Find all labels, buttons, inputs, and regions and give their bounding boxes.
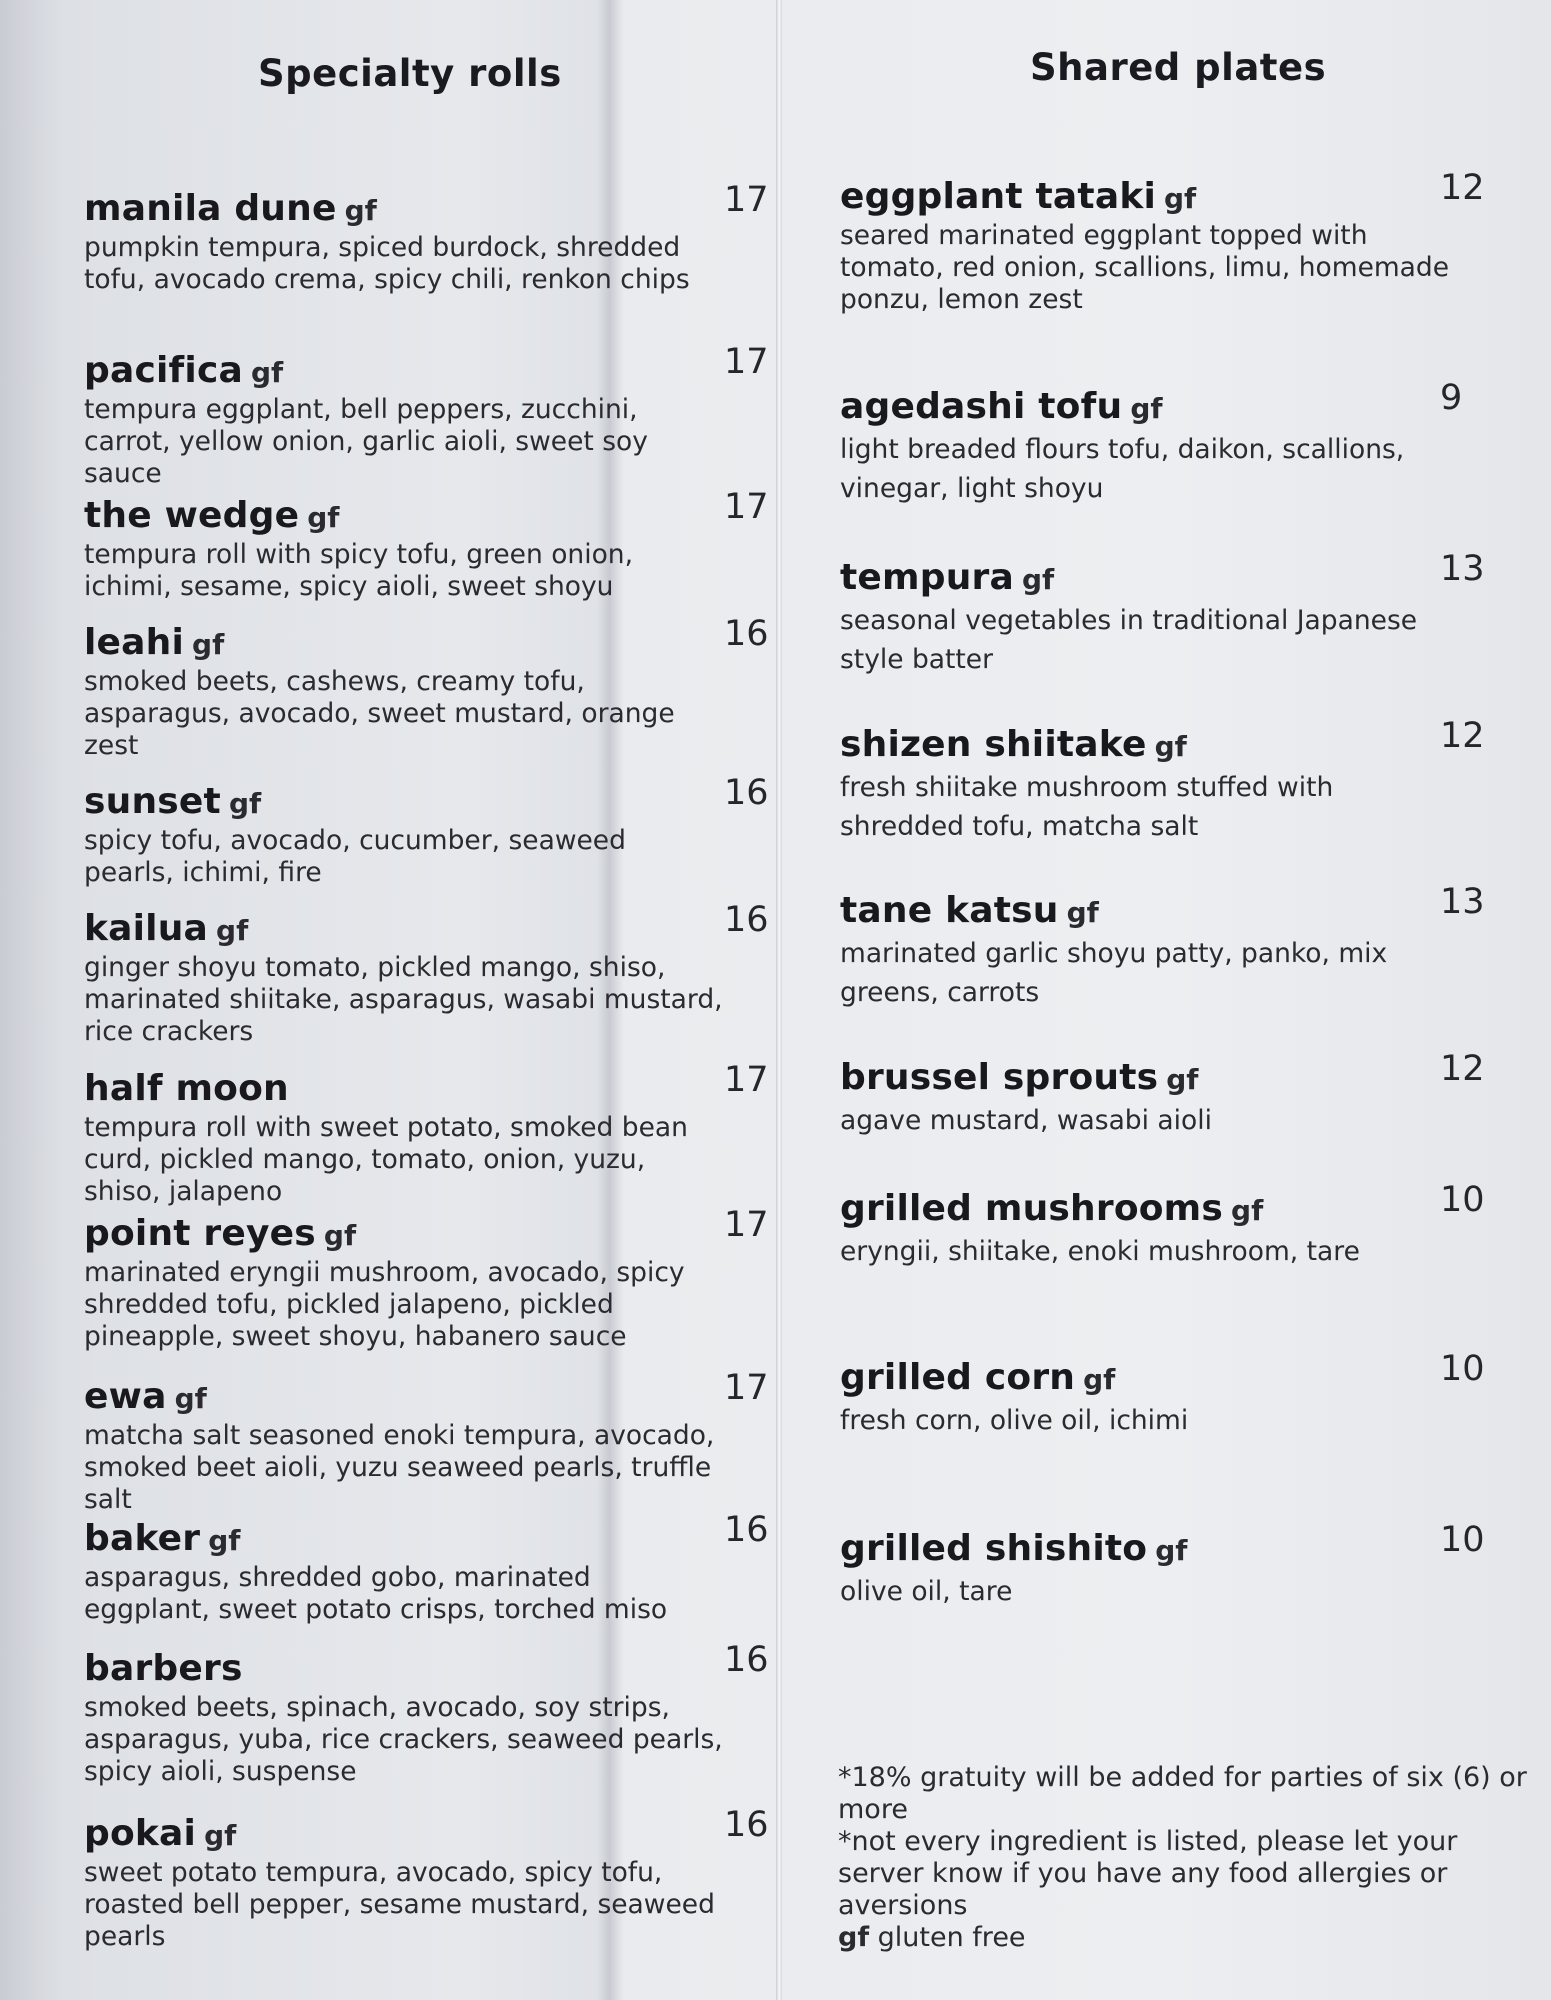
item-description: asparagus, shredded gobo, marinated eggplant, sweet potato crisps, torched miso bbox=[84, 1562, 668, 1625]
item-description: marinated eryngii mushroom, avocado, spicy shredded tofu, pickled jalapeno, pickled pineapple, sweet shoyu, habanero sauce bbox=[84, 1257, 685, 1352]
gf-legend-tag: gf bbox=[838, 1922, 870, 1953]
item-name: eggplant tataki bbox=[840, 176, 1157, 217]
menu-item-pokai bbox=[84, 1805, 769, 1953]
item-price: 17 bbox=[724, 1205, 769, 1245]
item-name: kailua bbox=[84, 908, 209, 949]
item-description: light breaded flours tofu, daikon, scallions, vinegar, light shoyu bbox=[840, 434, 1405, 504]
section-title-specialty-rolls: Specialty rolls bbox=[258, 52, 562, 95]
item-price: 17 bbox=[724, 1060, 769, 1100]
item-description: tempura eggplant, bell peppers, zucchini, carrot, yellow onion, garlic aioli, sweet soy sauce bbox=[84, 394, 648, 489]
menu-item-agedashi-tofu bbox=[840, 378, 1463, 508]
item-description: ginger shoyu tomato, pickled mango, shiso, marinated shiitake, asparagus, wasabi mustard, rice crackers bbox=[84, 952, 723, 1047]
item-price: 16 bbox=[724, 614, 769, 654]
item-price: 16 bbox=[724, 773, 769, 813]
menu-item-grilled-mushrooms bbox=[840, 1180, 1485, 1271]
gf-legend-text: gluten free bbox=[869, 1922, 1026, 1953]
item-description: marinated garlic shoyu patty, panko, mix greens, carrots bbox=[840, 938, 1388, 1008]
item-price: 13 bbox=[1440, 882, 1485, 922]
item-name: point reyes bbox=[84, 1213, 316, 1254]
menu-item-pacifica bbox=[84, 342, 769, 490]
item-description: fresh shiitake mushroom stuffed with shredded tofu, matcha salt bbox=[840, 772, 1334, 842]
item-description: smoked beets, spinach, avocado, soy strips, asparagus, yuba, rice crackers, seaweed pearls, spicy aioli, suspense bbox=[84, 1692, 723, 1787]
menu-item-sunset bbox=[84, 773, 769, 889]
menu-item-barbers bbox=[84, 1640, 769, 1788]
gf-tag: gf bbox=[250, 356, 284, 389]
menu-item-baker bbox=[84, 1510, 769, 1626]
menu-item-kailua bbox=[84, 900, 769, 1048]
item-description: seasonal vegetables in traditional Japanese style batter bbox=[840, 605, 1418, 675]
gf-tag: gf bbox=[174, 1382, 207, 1415]
menu-item-shizen-shiitake bbox=[840, 716, 1485, 846]
gf-tag: gf bbox=[344, 194, 377, 227]
item-name: grilled corn bbox=[840, 1357, 1076, 1398]
item-name: the wedge bbox=[84, 495, 300, 536]
gf-tag: gf bbox=[1130, 392, 1163, 425]
item-name: tempura bbox=[840, 557, 1014, 598]
item-name: tane katsu bbox=[840, 890, 1059, 931]
item-description: matcha salt seasoned enoki tempura, avocado, smoked beet aioli, yuzu seaweed pearls, truffle salt bbox=[84, 1420, 715, 1515]
item-name: manila dune bbox=[84, 188, 337, 229]
item-name: pokai bbox=[84, 1813, 197, 1854]
gf-tag: gf bbox=[204, 1819, 237, 1852]
item-description: spicy tofu, avocado, cucumber, seaweed pearls, ichimi, fire bbox=[84, 825, 626, 888]
gf-tag: gf bbox=[1083, 1363, 1116, 1396]
item-price: 16 bbox=[724, 900, 769, 940]
menu-item-tempura bbox=[840, 549, 1485, 679]
menu-item-brussel-sprouts bbox=[840, 1049, 1485, 1140]
item-description: sweet potato tempura, avocado, spicy tofu, roasted bell pepper, sesame mustard, seaweed pearls bbox=[84, 1857, 715, 1952]
item-price: 17 bbox=[724, 180, 769, 220]
item-price: 9 bbox=[1440, 378, 1463, 418]
item-description: fresh corn, olive oil, ichimi bbox=[840, 1405, 1189, 1436]
menu-footnotes bbox=[838, 1762, 1538, 1954]
item-price: 16 bbox=[724, 1510, 769, 1550]
menu-item-point-reyes bbox=[84, 1205, 769, 1353]
gf-tag: gf bbox=[216, 914, 249, 947]
gf-tag: gf bbox=[208, 1524, 241, 1557]
item-name: agedashi tofu bbox=[840, 386, 1123, 427]
item-name: grilled mushrooms bbox=[840, 1188, 1224, 1229]
item-price: 17 bbox=[724, 487, 769, 527]
item-description: tempura roll with sweet potato, smoked bean curd, pickled mango, tomato, onion, yuzu, shiso, jalapeno bbox=[84, 1112, 688, 1207]
gf-tag: gf bbox=[1155, 1534, 1188, 1567]
page-fold bbox=[776, 0, 782, 2000]
item-description: pumpkin tempura, spiced burdock, shredded tofu, avocado crema, spicy chili, renkon chips bbox=[84, 232, 690, 295]
item-name: sunset bbox=[84, 781, 221, 822]
menu-item-manila-dune bbox=[84, 180, 769, 296]
item-description: tempura roll with spicy tofu, green onion, ichimi, sesame, spicy aioli, sweet shoyu bbox=[84, 539, 634, 602]
item-price: 10 bbox=[1440, 1520, 1485, 1560]
menu-item-eggplant-tataki bbox=[840, 168, 1485, 316]
menu-item-the-wedge bbox=[84, 487, 769, 603]
item-name: leahi bbox=[84, 622, 185, 663]
item-price: 12 bbox=[1440, 168, 1485, 208]
gf-tag: gf bbox=[1021, 563, 1055, 596]
menu-item-grilled-corn bbox=[840, 1349, 1485, 1440]
item-price: 17 bbox=[724, 1368, 769, 1408]
gf-tag: gf bbox=[228, 787, 262, 820]
item-name: grilled shishito bbox=[840, 1528, 1148, 1569]
gluten-free-legend bbox=[838, 1922, 1538, 1954]
item-price: 16 bbox=[724, 1805, 769, 1845]
gf-tag: gf bbox=[1166, 1063, 1199, 1096]
item-name: baker bbox=[84, 1518, 201, 1559]
menu-item-leahi bbox=[84, 614, 769, 762]
section-title-shared-plates: Shared plates bbox=[1030, 46, 1327, 89]
gf-tag: gf bbox=[1066, 896, 1099, 929]
gratuity-note: *18% gratuity will be added for parties of six (6) or more bbox=[838, 1762, 1527, 1825]
item-name: shizen shiitake bbox=[840, 724, 1147, 765]
item-description: olive oil, tare bbox=[840, 1576, 1013, 1607]
item-description: eryngii, shiitake, enoki mushroom, tare bbox=[840, 1236, 1360, 1267]
item-name: pacifica bbox=[84, 350, 243, 391]
item-description: seared marinated eggplant topped with tomato, red onion, scallions, limu, homemade ponzu, lemon zest bbox=[840, 220, 1450, 315]
gf-tag: gf bbox=[307, 501, 340, 534]
allergy-note: *not every ingredient is listed, please let your server know if you have any food allergies or aversions bbox=[838, 1826, 1458, 1921]
item-price: 12 bbox=[1440, 716, 1485, 756]
gf-tag: gf bbox=[1154, 730, 1187, 763]
item-description: agave mustard, wasabi aioli bbox=[840, 1105, 1212, 1136]
item-price: 12 bbox=[1440, 1049, 1485, 1089]
gf-tag: gf bbox=[1164, 182, 1197, 215]
item-price: 10 bbox=[1440, 1180, 1485, 1220]
item-name: brussel sprouts bbox=[840, 1057, 1159, 1098]
gf-tag: gf bbox=[1231, 1194, 1264, 1227]
menu-item-grilled-shishito bbox=[840, 1520, 1485, 1611]
item-name: ewa bbox=[84, 1376, 167, 1417]
gf-tag: gf bbox=[192, 628, 225, 661]
menu-item-half-moon bbox=[84, 1060, 769, 1208]
menu-item-ewa bbox=[84, 1368, 769, 1516]
menu-item-tane-katsu bbox=[840, 882, 1485, 1012]
item-description: smoked beets, cashews, creamy tofu, asparagus, avocado, sweet mustard, orange zest bbox=[84, 666, 675, 761]
item-price: 10 bbox=[1440, 1349, 1485, 1389]
item-price: 13 bbox=[1440, 549, 1485, 589]
item-price: 16 bbox=[724, 1640, 769, 1680]
item-name: half moon bbox=[84, 1068, 289, 1109]
item-price: 17 bbox=[724, 342, 769, 382]
gf-tag: gf bbox=[323, 1219, 357, 1252]
item-name: barbers bbox=[84, 1648, 243, 1689]
